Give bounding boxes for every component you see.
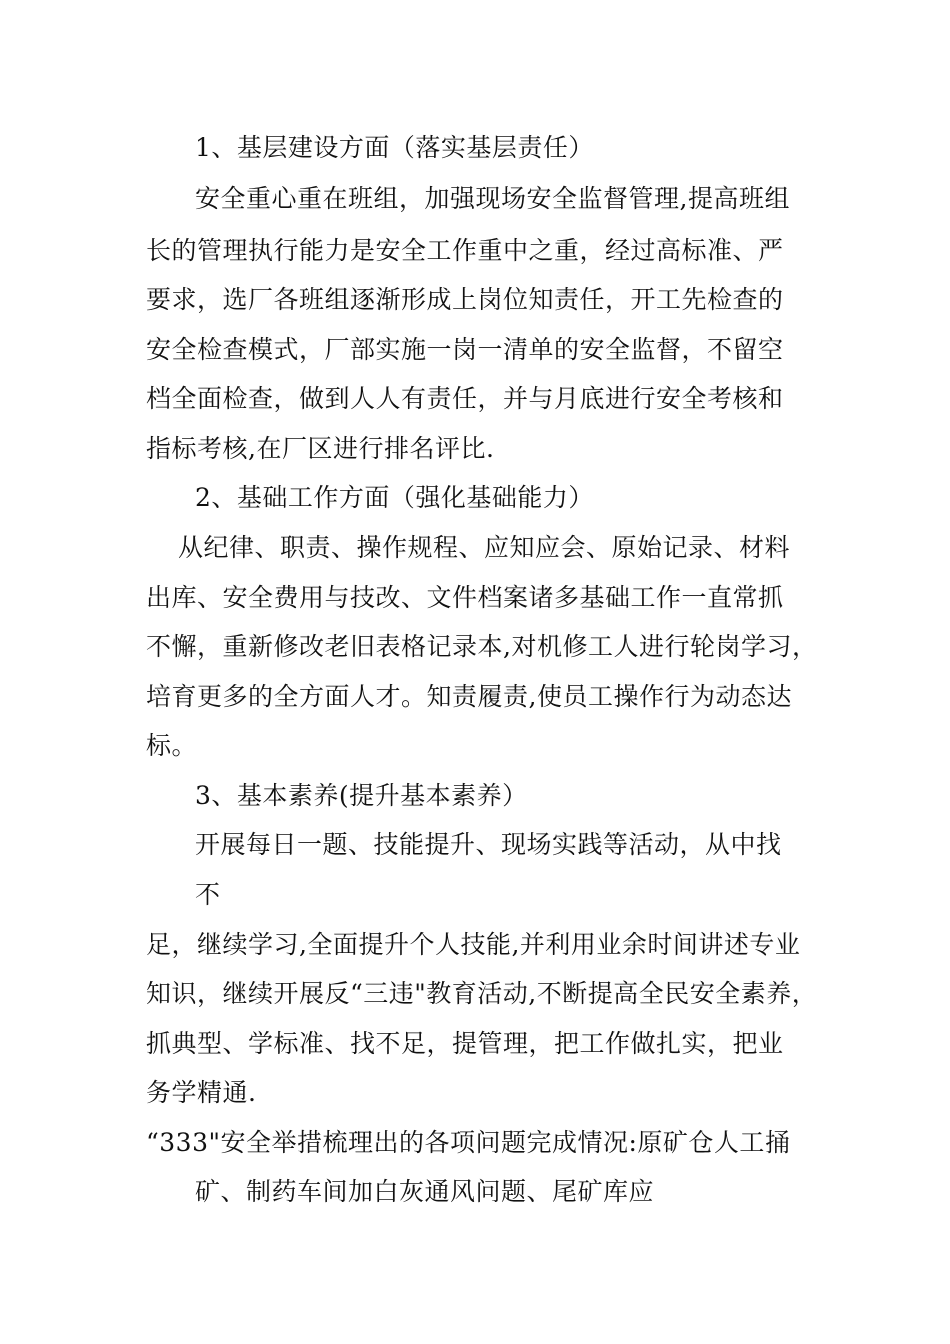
paragraph-line: 开展每日一题、技能提升、现场实践等活动，从中找 <box>195 830 782 859</box>
heading-3: 3、基本素养(提升基本素养） <box>195 781 528 810</box>
paragraph-line: 不懈，重新修改老旧表格记录本,对机修工人进行轮岗学习， <box>146 632 818 661</box>
heading-1: 1、基层建设方面（落实基层责任） <box>195 133 594 162</box>
heading-2: 2、基础工作方面（强化基础能力） <box>195 483 594 512</box>
paragraph-line: 档全面检查，做到人人有责任，并与月底进行安全考核和 <box>146 384 784 413</box>
paragraph-line: 出库、安全费用与技改、文件档案诸多基础工作一直常抓 <box>146 583 784 612</box>
paragraph-line: 长的管理执行能力是安全工作重中之重，经过高标准、严 <box>146 236 784 265</box>
paragraph-line: 指标考核,在厂区进行排名评比. <box>146 434 495 463</box>
paragraph-line: 安全检查模式，厂部实施一岗一清单的安全监督，不留空 <box>146 335 784 364</box>
paragraph-line: 不 <box>195 880 221 909</box>
paragraph-line: 足，继续学习,全面提升个人技能,并利用业余时间讲述专业 <box>146 930 801 959</box>
paragraph-line: 务学精通. <box>146 1078 257 1107</box>
paragraph-line: 矿、制药车间加白灰通风问题、尾矿库应 <box>195 1177 655 1206</box>
paragraph-line: “333"安全举措梳理出的各项问题完成情况:原矿仓人工捅 <box>146 1128 791 1157</box>
paragraph-line: 标。 <box>146 731 198 760</box>
paragraph-line: 安全重心重在班组，加强现场安全监督管理,提高班组 <box>195 184 790 213</box>
paragraph-line: 从纪律、职责、操作规程、应知应会、原始记录、材料 <box>178 533 791 562</box>
paragraph-line: 要求，选厂各班组逐渐形成上岗位知责任，开工先检查的 <box>146 285 784 314</box>
paragraph-line: 培育更多的全方面人才。知责履责,使员工操作行为动态达 <box>146 682 792 711</box>
paragraph-line: 抓典型、学标准、找不足，提管理，把工作做扎实，把业 <box>146 1029 784 1058</box>
paragraph-line: 知识，继续开展反“三违"教育活动,不断提高全民安全素养， <box>146 979 818 1008</box>
